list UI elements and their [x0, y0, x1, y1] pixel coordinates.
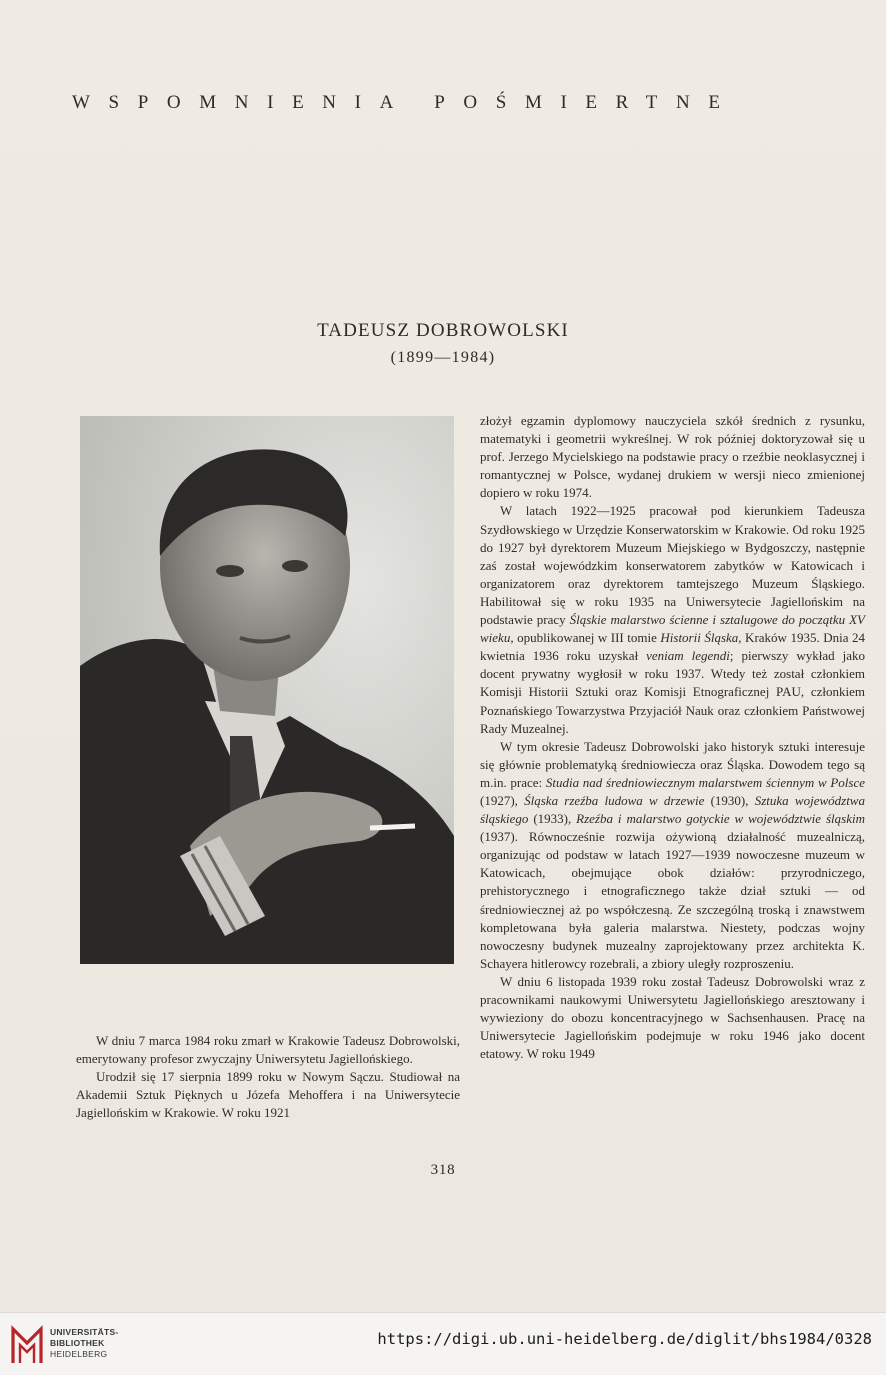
paragraph [480, 502, 865, 737]
text-run: (1927), [480, 792, 525, 808]
library-line: BIBLIOTHEK [50, 1338, 105, 1348]
text-run: (1933), [528, 811, 577, 827]
paragraph: W dniu 6 listopada 1939 roku został Tadeusz Dobrowolski wraz z pracownikami naukowymi Uniwersytetu Jagiellońskiego aresztowany i wywieziony do obozu koncentracyjnego w Sachsenhausen. Pracę na Uniwersytecie Jagiellońskim podejmuje w roku 1946 jako docent etatowy. W roku 1949 [480, 973, 865, 1062]
work-title: Studia nad średniowiecznym malarstwem ściennym w Polsce [545, 774, 865, 790]
work-title: Rzeźba i malarstwo gotyckie w województwie śląskim [576, 811, 865, 827]
article-dates: (1899—1984) [390, 349, 496, 366]
work-title: Śląskie malarstwo ścienne i sztalugowe do początku XV wieku, [480, 612, 865, 646]
portrait-photo [80, 416, 454, 964]
article-title: TADEUSZ DOBROWOLSKI [317, 320, 569, 341]
text-run: Kraków 1935. Dnia 24 kwietnia 1936 roku uzyskał [480, 630, 865, 664]
paragraph: złożył egzamin dyplomowy nauczyciela szkół średnich z rysunku, matematyki i geometrii wykreślnej. W rok później doktoryzował się u prof. Jerzego Mycielskiego na podstawie pracy o rzeźbie neoklasycznej i romantycznej w Polsce, wydanej drukiem w wersji nieco zmienionej dopiero w roku 1974. [480, 413, 865, 501]
permalink-url[interactable]: https://digi.ub.uni-heidelberg.de/diglit/bhs1984/0328 [377, 1330, 872, 1348]
running-head: WSPOMNIENIA POŚMIERTNE [72, 92, 739, 113]
portrait-photo-icon [80, 416, 454, 964]
paragraph: Urodził się 17 sierpnia 1899 roku w Nowym Sączu. Studiował na Akademii Sztuk Pięknych u Józefa Mehoffera i na Uniwersytecie Jagiellońskim w Krakowie. W roku 1921 [76, 1069, 460, 1121]
work-title: Historii Śląska, [660, 630, 742, 646]
work-title: Sztuka województwa śląskiego [480, 792, 865, 827]
text-run: (1930), [704, 792, 755, 808]
text-run: ; pierwszy wykład jako docent prywatny wygłosił w roku 1937. Wtedy też został członkiem Komisji Historii Sztuki oraz Komisji Etnograficznej PAU, członkiem Poznańskiego Towarzystwa Przyjaciół Nauk oraz członkiem Państwowej Rady Muzealnej. [480, 648, 865, 736]
page-number: 318 [430, 1162, 456, 1178]
text-run: W tym okresie Tadeusz Dobrowolski jako historyk sztuki interesuje się głównie problematyką średniowiecza oraz Śląska. Dowodem tego są m.in. prace: [480, 738, 865, 790]
library-line: UNIVERSITÄTS- [50, 1327, 119, 1337]
latin-term: veniam legendi [646, 648, 730, 664]
library-line: HEIDELBERG [50, 1349, 108, 1359]
paragraph: W dniu 7 marca 1984 roku zmarł w Krakowie Tadeusz Dobrowolski, emerytowany profesor zwyczajny Uniwersytetu Jagiellońskiego. [76, 1033, 460, 1067]
heidelberg-library-logo-icon[interactable] [10, 1323, 44, 1367]
text-run: opublikowanej w III tomie [513, 630, 661, 646]
right-column [480, 412, 865, 1063]
left-column [76, 1032, 460, 1122]
paragraph [480, 738, 865, 973]
text-run: (1937). Równocześnie rozwija ożywioną działalność muzealniczą, organizując od podstaw w latach 1927—1939 nowoczesne muzeum w Katowicach, obejmujące obok działów: przyrodniczego, prehistorycznego i etnograficznego także dział sztuki — od średniowiecznej aż po współczesną. Ze szczególną troską i znawstwem kompletowana była galeria malarstwa. Niestety, podczas wojny nowoczesny budynek muzealny zaprojektowany przez architekta K. Schayera hitlerowcy rozebrali, a zbiory uległy rozproszeniu. [480, 829, 865, 971]
library-name [50, 1327, 118, 1360]
work-title: Śląska rzeźba ludowa w drzewie [524, 792, 705, 808]
viewer-footer [0, 1312, 886, 1375]
text-run: W latach 1922—1925 pracował pod kierunkiem Tadeusza Szydłowskiego w Urzędzie Konserwatorskim w Krakowie. Od roku 1925 do 1927 był dyrektorem Muzeum Miejskiego w Bydgoszczy, następnie zaś został wojewódzkim konserwatorem zabytków w Katowicach i organizatorem oraz dyrektorem tamtejszego Muzeum Śląskiego. Habilitował się w roku 1935 na Uniwersytecie Jagiellońskim na podstawie pracy [480, 503, 865, 628]
